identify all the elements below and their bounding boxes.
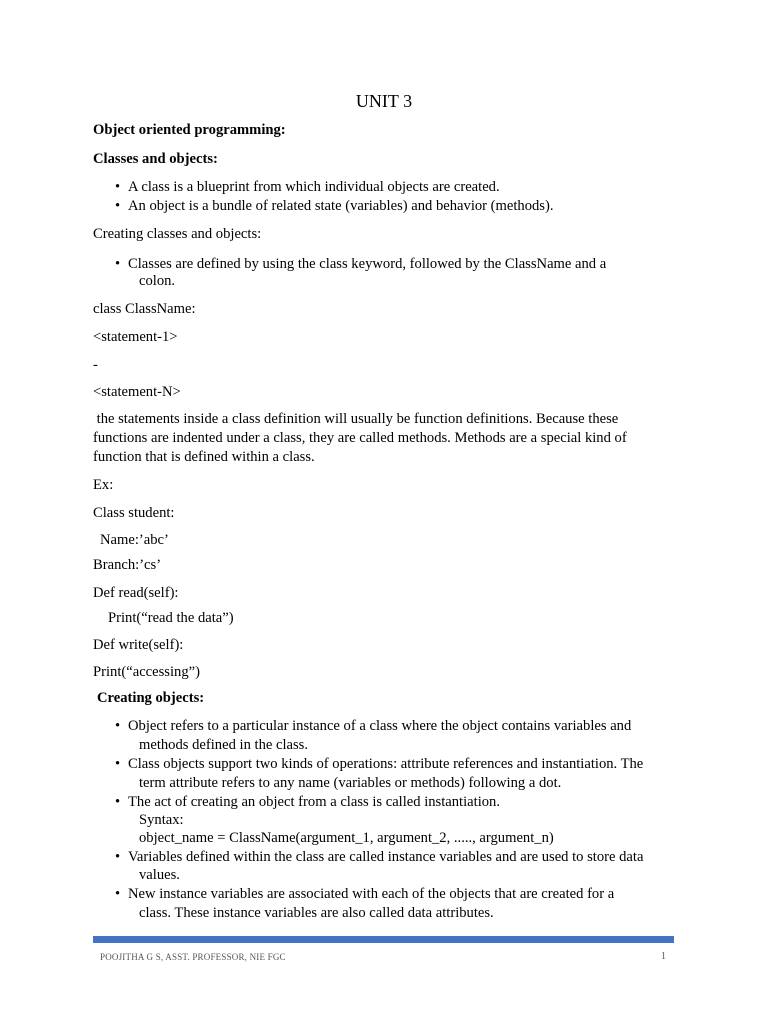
- example-line: Print(“read the data”): [108, 610, 234, 626]
- footer-rule: [93, 936, 674, 943]
- heading-oop: Object oriented programming:: [93, 122, 286, 138]
- example-line: Branch:’cs’: [93, 557, 162, 573]
- bullet-item-line: Classes are defined by using the class keyword, followed by the ClassName and a: [128, 256, 607, 272]
- bullet-item-line: Object refers to a particular instance of a class where the object contains variables and: [128, 718, 632, 734]
- example-line: Print(“accessing”): [93, 664, 200, 680]
- bullet-item-line: methods defined in the class.: [139, 737, 309, 753]
- bullet-item-line: values.: [139, 867, 180, 883]
- heading-creating-objects: Creating objects:: [97, 690, 205, 706]
- bullet-glyph: •: [115, 718, 121, 734]
- bullet-item-line: The act of creating an object from a class is called instantiation.: [128, 794, 500, 810]
- bullet-glyph: •: [115, 756, 121, 772]
- bullet-item: A class is a blueprint from which individual objects are created.: [128, 179, 500, 195]
- footer-author: POOJITHA G S, ASST. PROFESSOR, NIE FGC: [100, 952, 286, 962]
- para-line: the statements inside a class definition will usually be function definitions. Because these: [93, 411, 619, 427]
- code-line: class ClassName:: [93, 301, 196, 317]
- example-line: Name:’abc’: [100, 532, 169, 548]
- bullet-glyph: •: [115, 849, 121, 865]
- bullet-item-line: Class objects support two kinds of operations: attribute references and instantiation. The: [128, 756, 644, 772]
- bullet-glyph: •: [115, 198, 121, 214]
- code-line: -: [93, 357, 98, 373]
- bullet-glyph: •: [115, 886, 121, 902]
- bullet-item-line: New instance variables are associated with each of the objects that are created for a: [128, 886, 615, 902]
- bullet-item-line: Syntax:: [139, 812, 184, 828]
- code-line: <statement-N>: [93, 384, 181, 400]
- example-line: Def read(self):: [93, 585, 179, 601]
- para-line: functions are indented under a class, they are called methods. Methods are a special kind of: [93, 430, 627, 446]
- example-line: Class student:: [93, 505, 175, 521]
- bullet-item-line: object_name = ClassName(argument_1, argument_2, ....., argument_n): [139, 830, 554, 846]
- bullet-item-line: Variables defined within the class are called instance variables and are used to store data: [128, 849, 644, 865]
- example-line: Def write(self):: [93, 637, 184, 653]
- para-line: function that is defined within a class.: [93, 449, 315, 465]
- example-label: Ex:: [93, 477, 114, 493]
- footer-page-number: 1: [661, 951, 666, 962]
- bullet-item-line: class. These instance variables are also called data attributes.: [139, 905, 494, 921]
- heading-classes-objects: Classes and objects:: [93, 151, 218, 167]
- bullet-item-line: term attribute refers to any name (variables or methods) following a dot.: [139, 775, 562, 791]
- page-title: UNIT 3: [355, 91, 413, 111]
- bullet-glyph: •: [115, 256, 121, 272]
- bullet-item-line: colon.: [139, 273, 176, 289]
- bullet-glyph: •: [115, 794, 121, 810]
- bullet-item: An object is a bundle of related state (variables) and behavior (methods).: [128, 198, 554, 214]
- para-creating-classes: Creating classes and objects:: [93, 226, 262, 242]
- bullet-glyph: •: [115, 179, 121, 195]
- code-line: <statement-1>: [93, 329, 178, 345]
